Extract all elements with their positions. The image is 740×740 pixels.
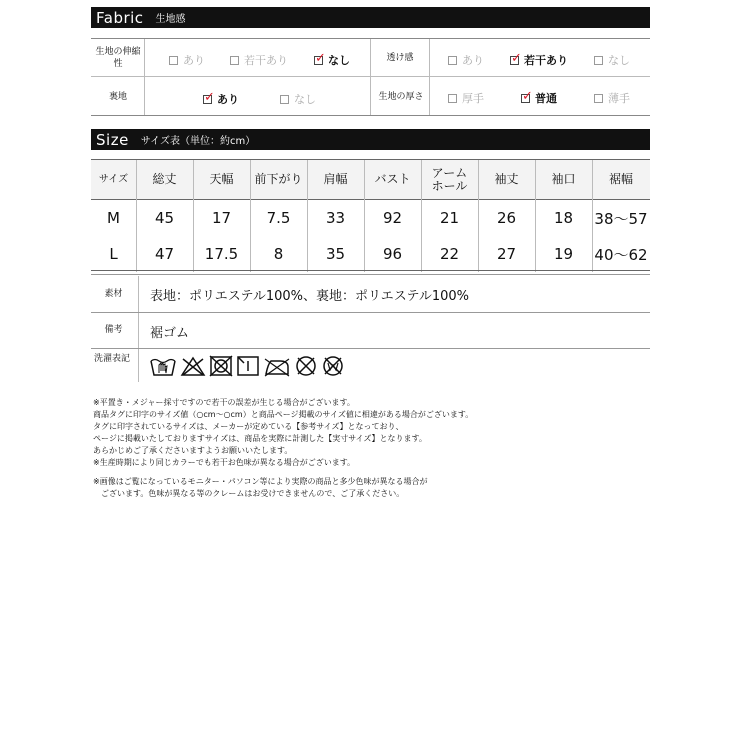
table-cell: 22 <box>439 245 460 263</box>
size-label-m: M <box>107 209 120 227</box>
remarks-label: 備考 <box>104 325 123 335</box>
note-line: ございます。色味が異なる等のクレームはお受けできませんので、ご了承ください。 <box>93 489 405 498</box>
header-size: サイズ <box>98 174 129 185</box>
note-line: あらかじめご了承くださいますようお願いいたします。 <box>93 446 293 455</box>
divider <box>429 39 430 115</box>
lining-option-ari: ✓ あり <box>204 89 239 106</box>
washing-label: 洗濯表記 <box>93 354 130 364</box>
thickness-option-futsu: ✓ 普通 <box>522 88 557 105</box>
table-cell: 18 <box>553 209 574 227</box>
checked-checkbox-icon: ✓ <box>522 88 533 104</box>
stretch-label: 生地の伸縮性 <box>95 47 141 69</box>
checkbox-icon <box>230 56 239 65</box>
wet-clean-prohibited-icon <box>321 355 345 377</box>
hand-wash-icon <box>149 355 177 377</box>
header-neck-width: 天幅 <box>209 172 234 186</box>
header-total-length: 総丈 <box>152 172 177 186</box>
size-subtitle: サイズ表（単位：約cm） <box>140 136 256 147</box>
sheer-option-jakkan: ✓ 若干あり <box>511 50 568 67</box>
divider <box>144 39 145 115</box>
notes <box>93 397 593 500</box>
header-bust: バスト <box>374 172 411 186</box>
checkbox-icon <box>448 94 457 103</box>
lining-label: 裏地 <box>108 92 127 102</box>
table-cell: 38〜57 <box>594 209 648 228</box>
header-sleeve-length: 袖丈 <box>494 172 519 186</box>
material-row <box>91 276 650 313</box>
material-label: 素材 <box>104 289 123 299</box>
stretch-option-nashi: ✓ なし <box>315 50 350 67</box>
line-dry-icon <box>236 355 260 377</box>
table-cell: 26 <box>496 209 517 227</box>
washing-row <box>91 349 650 382</box>
sheer-option-ari: あり <box>448 52 484 68</box>
remarks-value: 裾ゴム <box>150 326 190 341</box>
lining-option-nashi: なし <box>280 91 316 107</box>
no-tumble-dry-icon <box>209 355 233 377</box>
table-cell: 17.5 <box>204 245 239 263</box>
sheer-option-nashi: なし <box>594 52 630 68</box>
note-line: 商品タグに印字のサイズ値（○cm〜○cm）と商品ページ掲載のサイズ値に相違がある場合がございます。 <box>93 410 474 419</box>
checkbox-icon <box>594 56 603 65</box>
checkbox-icon <box>169 56 178 65</box>
care-symbols <box>149 355 345 377</box>
table-cell: 35 <box>325 245 346 263</box>
header-front-drop: 前下がり <box>254 172 303 186</box>
fabric-section-header <box>91 7 650 28</box>
no-dry-clean-icon <box>294 355 318 377</box>
checked-checkbox-icon: ✓ <box>315 50 326 66</box>
table-cell: 45 <box>154 209 175 227</box>
checkbox-icon <box>448 56 457 65</box>
checked-checkbox-icon: ✓ <box>511 50 522 66</box>
table-cell: 47 <box>154 245 175 263</box>
no-bleach-icon <box>180 355 206 377</box>
divider <box>138 276 139 312</box>
table-cell: 96 <box>382 245 403 263</box>
note-line: ※生産時期により同じカラーでも若干お色味が異なる場合がございます。 <box>93 458 356 467</box>
size-label-l: L <box>109 245 118 263</box>
fabric-subtitle: 生地感 <box>155 14 186 25</box>
header-shoulder: 肩幅 <box>323 172 348 186</box>
fabric-table <box>91 38 650 116</box>
thickness-label: 生地の厚さ <box>378 92 424 102</box>
spacer <box>93 469 593 476</box>
header-cuff: 袖口 <box>551 172 576 186</box>
stretch-option-jakkan: 若干あり <box>230 52 288 68</box>
header-armhole: アーム ホール <box>431 165 468 193</box>
thickness-option-usude: 薄手 <box>594 90 630 106</box>
note-line: タグに印字されているサイズは、メーカーが定めている【参考サイズ】となっており、 <box>93 422 404 431</box>
size-title: Size <box>96 130 129 149</box>
header-hem-width: 裾幅 <box>608 172 633 186</box>
divider <box>370 39 371 115</box>
table-cell: 19 <box>553 245 574 263</box>
remarks-row <box>91 313 650 349</box>
note-line: ページに掲載いたしておりますサイズは、商品を実際に計測した【実寸サイズ】となります。 <box>93 434 427 443</box>
table-cell: 7.5 <box>266 209 291 227</box>
divider <box>138 313 139 348</box>
checkbox-icon <box>280 95 289 104</box>
note-line: ※画像はご覧になっているモニター・パソコン等により実際の商品と多少色味が異なる場合が <box>93 477 428 486</box>
note-line: ※平置き・メジャー採寸ですので若干の誤差が生じる場合がございます。 <box>93 398 355 407</box>
table-cell: 33 <box>325 209 346 227</box>
material-value: 表地：ポリエステル100%、裏地：ポリエステル100% <box>150 289 469 304</box>
table-cell: 40〜62 <box>594 245 648 264</box>
table-cell: 21 <box>439 209 460 227</box>
iron-low-icon <box>263 355 291 377</box>
size-table <box>91 159 650 272</box>
fabric-title: Fabric <box>96 8 144 27</box>
size-table-bottom-rule <box>91 270 650 275</box>
sheer-label: 透け感 <box>386 53 414 63</box>
checked-checkbox-icon: ✓ <box>204 89 215 105</box>
stretch-option-ari: あり <box>169 52 205 68</box>
table-cell: 8 <box>273 245 284 263</box>
divider <box>138 349 139 382</box>
table-cell: 27 <box>496 245 517 263</box>
table-cell: 92 <box>382 209 403 227</box>
thickness-option-atsude: 厚手 <box>448 90 484 106</box>
size-section-header <box>91 129 650 150</box>
table-cell: 17 <box>211 209 232 227</box>
checkbox-icon <box>594 94 603 103</box>
